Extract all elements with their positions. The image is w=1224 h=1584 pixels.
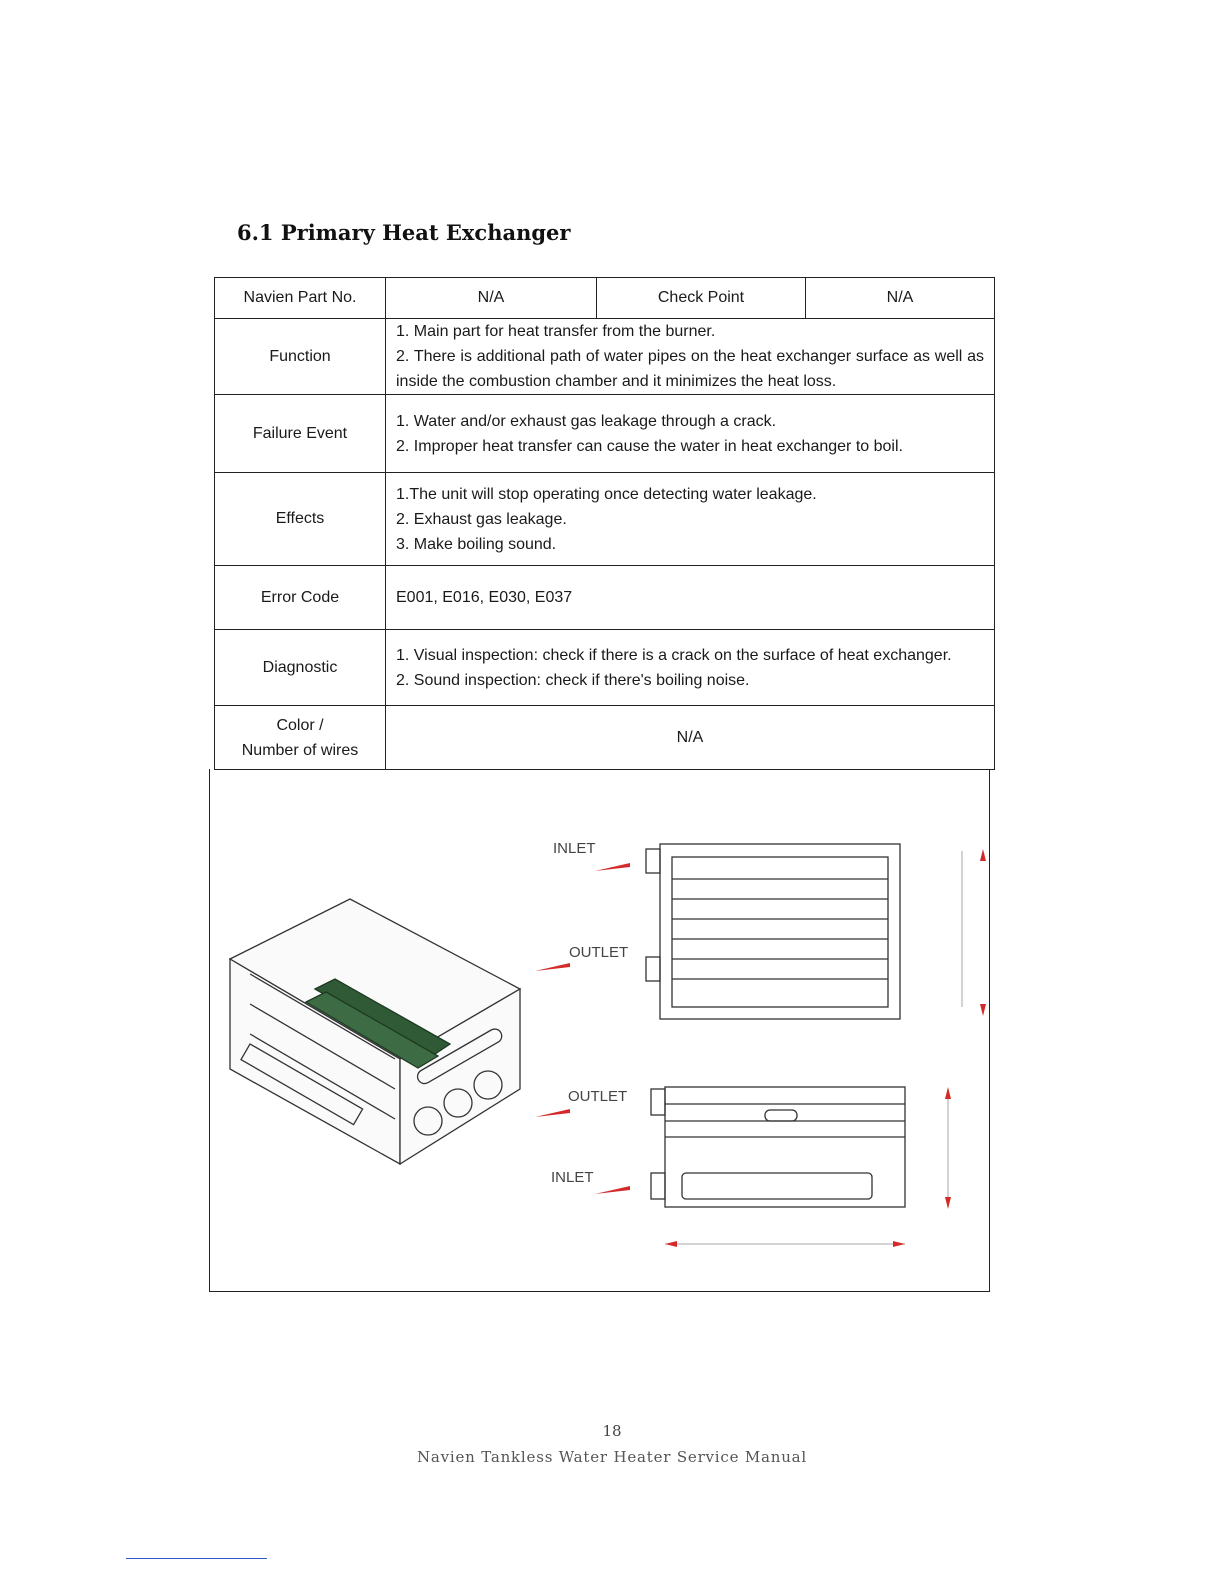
diagnostic-line-2: 2. Sound inspection: check if there's boiling noise. <box>396 671 750 689</box>
heat-exchanger-figure <box>209 769 990 1292</box>
color-wires-label <box>215 706 386 770</box>
inlet-top-label: INLET <box>553 840 596 857</box>
top-view-arrows <box>535 849 986 1016</box>
heat-exchanger-drawing <box>210 769 989 1291</box>
check-point-value: N/A <box>806 278 995 319</box>
iso-port-3 <box>474 1071 502 1099</box>
outlet-top-label: OUTLET <box>569 944 629 961</box>
effects-cell <box>386 473 995 566</box>
row-part-no <box>215 278 995 319</box>
outlet-top-arrow <box>535 963 570 971</box>
top-inlet-stub <box>646 849 660 873</box>
inlet-top-arrow <box>595 863 630 871</box>
part-no-value: N/A <box>386 278 597 319</box>
diagnostic-label: Diagnostic <box>215 630 386 706</box>
spec-table <box>214 277 995 770</box>
bottom-view-arrows <box>535 1087 951 1247</box>
row-color-wires <box>215 706 995 770</box>
failure-line-2: 2. Improper heat transfer can cause the water in heat exchanger to boil. <box>396 437 903 455</box>
bottom-dim-arrow-right <box>893 1241 905 1247</box>
error-code-label: Error Code <box>215 566 386 630</box>
manual-title: Navien Tankless Water Heater Service Manual <box>416 1448 808 1466</box>
function-line-2: 2. There is additional path of water pipes on the heat exchanger surface as well as inside the combustion chamber and it minimizes the heat loss. <box>396 348 984 390</box>
top-dim-arrow-up <box>980 849 986 861</box>
diagnostic-cell <box>386 630 995 706</box>
outlet-bottom-label: OUTLET <box>568 1088 628 1105</box>
row-diagnostic <box>215 630 995 706</box>
effects-line-2: 2. Exhaust gas leakage. <box>396 510 567 528</box>
color-label-line-1: Color / <box>276 716 324 734</box>
footer-link-underline <box>126 1558 267 1559</box>
color-wires-value: N/A <box>386 706 995 770</box>
bottom-dim-arrow-left <box>665 1241 677 1247</box>
bottom-center-slot <box>765 1110 797 1121</box>
function-label: Function <box>215 319 386 395</box>
top-dim-arrow-down <box>980 1004 986 1016</box>
top-outlet-stub <box>646 957 660 981</box>
bottom-dim-arrow-up <box>945 1087 951 1099</box>
bottom-inlet-stub <box>651 1173 665 1199</box>
page-number: 18 <box>602 1422 622 1440</box>
bottom-long-slot <box>682 1173 872 1199</box>
color-label-line-2: Number of wires <box>241 741 359 759</box>
row-function <box>215 319 995 395</box>
error-code-value: E001, E016, E030, E037 <box>386 566 995 630</box>
function-cell <box>386 319 995 395</box>
section-title: 6.1 Primary Heat Exchanger <box>237 220 571 245</box>
isometric-view <box>230 899 520 1164</box>
row-failure-event <box>215 395 995 473</box>
failure-line-1: 1. Water and/or exhaust gas leakage through a crack. <box>396 412 777 430</box>
diagnostic-line-1: 1. Visual inspection: check if there is a crack on the surface of heat exchanger. <box>396 646 952 664</box>
inlet-bottom-label: INLET <box>551 1169 594 1186</box>
bottom-dim-arrow-down <box>945 1197 951 1209</box>
effects-line-1: 1.The unit will stop operating once detecting water leakage. <box>396 485 817 503</box>
top-orthographic-view <box>646 844 962 1019</box>
row-effects <box>215 473 995 566</box>
row-error-code <box>215 566 995 630</box>
failure-event-label: Failure Event <box>215 395 386 473</box>
check-point-label: Check Point <box>597 278 806 319</box>
function-line-1: 1. Main part for heat transfer from the burner. <box>396 323 716 340</box>
effects-line-3: 3. Make boiling sound. <box>396 535 557 553</box>
failure-event-cell <box>386 395 995 473</box>
effects-label: Effects <box>215 473 386 566</box>
outlet-bottom-arrow <box>535 1109 570 1117</box>
bottom-outlet-stub <box>651 1089 665 1115</box>
bottom-view-body <box>665 1087 905 1207</box>
part-no-label: Navien Part No. <box>215 278 386 319</box>
inlet-bottom-arrow <box>595 1186 630 1194</box>
iso-port-1 <box>414 1107 442 1135</box>
iso-port-2 <box>444 1089 472 1117</box>
bottom-orthographic-view <box>651 1087 948 1244</box>
top-view-body <box>660 844 900 1019</box>
